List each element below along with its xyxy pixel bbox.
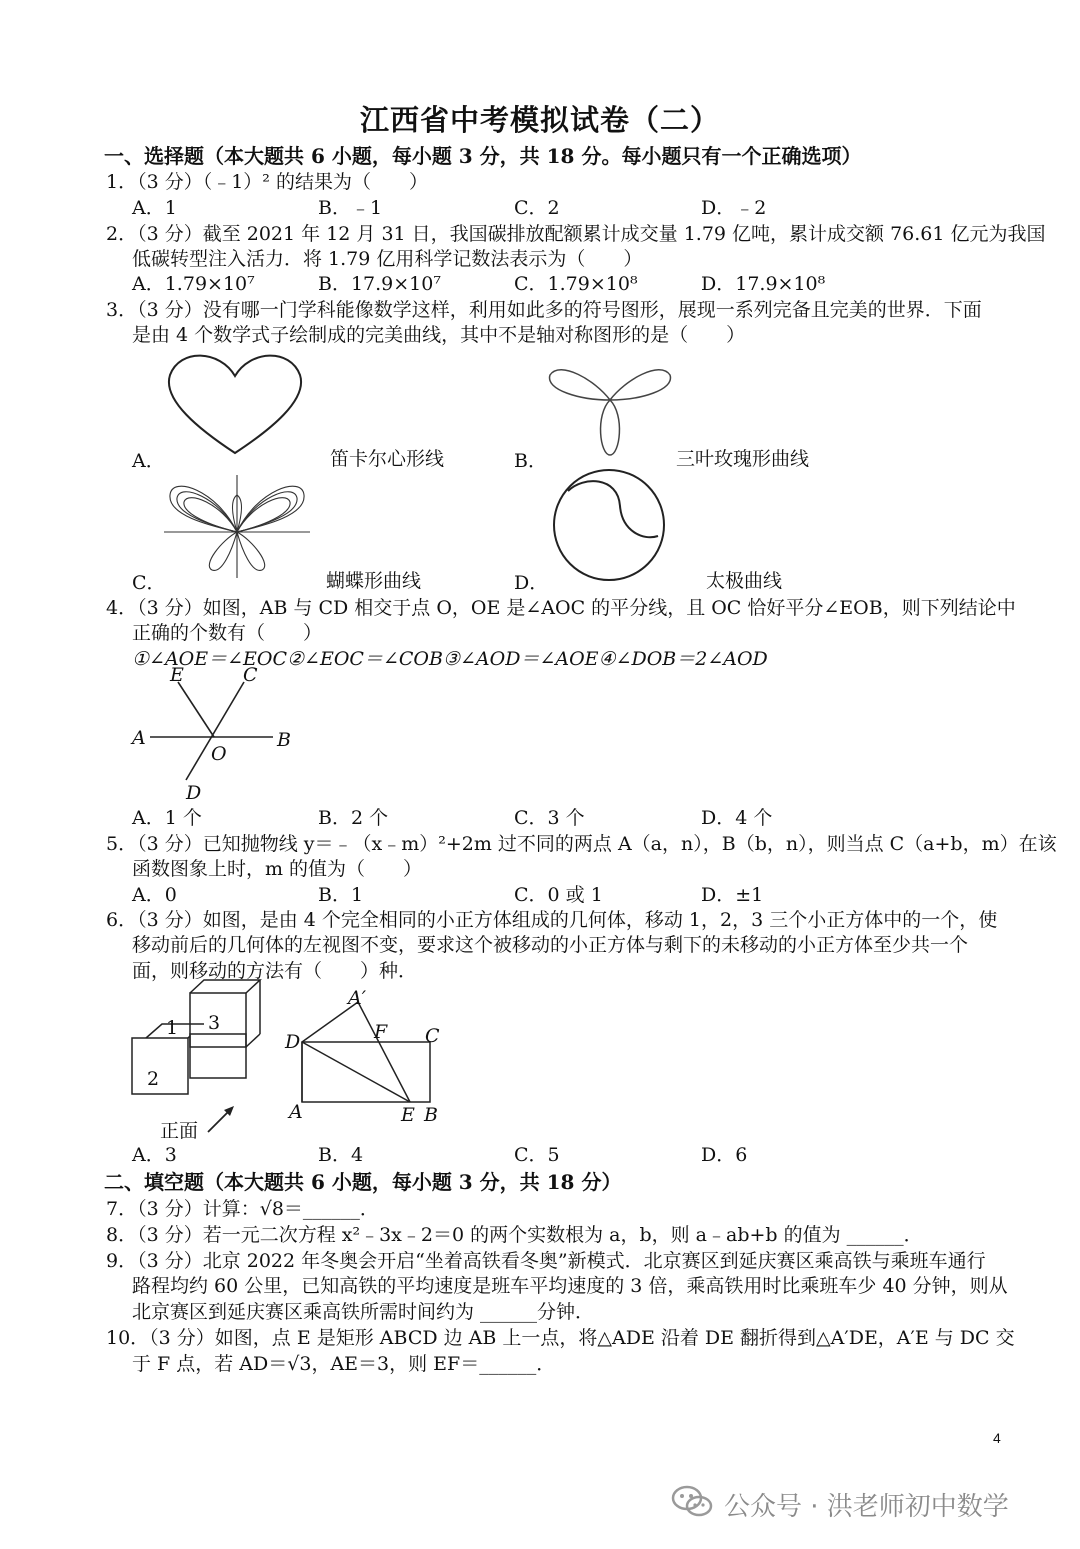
question-7: 7．（3 分）计算：√8＝______． bbox=[106, 1198, 379, 1220]
question-6-line-2: 移动前后的几何体的左视图不变，要求这个被移动的小正方体与剩下的未移动的小正方体至少共一个 bbox=[132, 934, 969, 956]
question-6-option-d: D．6 bbox=[701, 1144, 748, 1166]
front-view-label: 正面 bbox=[160, 1120, 199, 1142]
question-9-line-3: 北京赛区到延庆赛区乘高铁所需时间约为 ______分钟． bbox=[132, 1301, 595, 1323]
question-3-option-d: D． bbox=[514, 572, 549, 594]
point-a-prime-label: A′ bbox=[348, 987, 367, 1009]
taiji-figure bbox=[548, 466, 670, 584]
question-2-option-a: A．1.79×10⁷ bbox=[132, 273, 255, 295]
page-title: 江西省中考模拟试卷（二） bbox=[359, 103, 720, 137]
question-5-line-2: 函数图象上时，m 的值为（ ） bbox=[132, 858, 423, 880]
point-o-label: O bbox=[211, 743, 227, 765]
footer-account: 公众号 · 洪老师初中数学 bbox=[724, 1492, 1009, 1522]
question-3-line-2: 是由 4 个数学式子绘制成的完美曲线，其中不是轴对称图形的是（ ） bbox=[132, 324, 746, 346]
section-heading-choice: 一、选择题（本大题共 6 小题，每小题 3 分，共 18 分。每小题只有一个正确选项） bbox=[104, 144, 862, 168]
question-4-option-d: D．4 个 bbox=[701, 807, 773, 829]
question-4-line-3: ①∠AOE＝∠EOC②∠EOC＝∠COB③∠AOD＝∠AOE④∠DOB＝2∠AOD bbox=[132, 648, 768, 670]
butterfly-label: 蝴蝶形曲线 bbox=[326, 570, 422, 592]
question-8: 8．（3 分）若一元二次方程 x²﹣3x﹣2＝0 的两个实数根为 a，b，则 a﹣ab+b 的值为 ______． bbox=[106, 1224, 923, 1246]
question-3-option-b: B． bbox=[514, 450, 547, 472]
point-e-label: E bbox=[170, 664, 184, 686]
butterfly-figure bbox=[162, 470, 312, 580]
question-3-option-c: C． bbox=[132, 572, 166, 594]
question-5-option-b: B．1 bbox=[318, 884, 364, 906]
question-4-option-a: A．1 个 bbox=[132, 807, 202, 829]
question-3-option-a: A． bbox=[132, 450, 165, 472]
question-10-line-2: 于 F 点，若 AD＝√3，AE＝3，则 EF＝______． bbox=[132, 1353, 556, 1375]
question-5-option-d: D．±1 bbox=[701, 884, 764, 906]
question-6-line-1: 6．（3 分）如图，是由 4 个完全相同的小正方体组成的几何体，移动 1，2，3 三个小正方体中的一个，使 bbox=[106, 909, 998, 931]
point-a-rect-label: A bbox=[289, 1101, 303, 1123]
question-4-option-c: C．3 个 bbox=[514, 807, 585, 829]
question-1-option-b: B．﹣1 bbox=[318, 197, 383, 219]
question-4-line-2: 正确的个数有（ ） bbox=[132, 622, 323, 644]
point-d-rect-label: D bbox=[285, 1031, 301, 1053]
point-a-label: A bbox=[132, 727, 146, 749]
question-3-line-1: 3．（3 分）没有哪一门学科能像数学这样，利用如此多的符号图形，展现一系列完备且完美的世界．下面 bbox=[106, 299, 982, 321]
point-f-label: F bbox=[374, 1021, 388, 1043]
three-leaf-rose-label: 三叶玫瑰形曲线 bbox=[676, 448, 810, 470]
point-d-label: D bbox=[186, 782, 202, 804]
question-1-option-c: C．2 bbox=[514, 197, 560, 219]
cube-2-label: 2 bbox=[147, 1068, 160, 1090]
taiji-label: 太极曲线 bbox=[706, 570, 783, 592]
question-6-line-3: 面，则移动的方法有（ ）种． bbox=[132, 960, 418, 982]
question-2-line-2: 低碳转型注入活力．将 1.79 亿用科学记数法表示为（ ） bbox=[132, 248, 643, 270]
question-4-line-1: 4．（3 分）如图，AB 与 CD 相交于点 O，OE 是∠AOC 的平分线，且 OC 恰好平分∠EOB，则下列结论中 bbox=[106, 597, 1016, 619]
point-b-rect-label: B bbox=[424, 1104, 438, 1126]
question-2-option-d: D．17.9×10⁸ bbox=[701, 273, 826, 295]
question-9-line-2: 路程均约 60 公里，已知高铁的平均速度是班车平均速度的 3 倍，乘高铁用时比乘班车少 40 分钟，则从 bbox=[132, 1275, 1008, 1297]
question-2-option-b: B．17.9×10⁷ bbox=[318, 273, 441, 295]
question-1-stem: 1．（3 分）（﹣1）² 的结果为（ ） bbox=[106, 171, 428, 193]
cube-3-label: 3 bbox=[208, 1012, 221, 1034]
question-5-line-1: 5．（3 分）已知抛物线 y＝﹣（x﹣m）²+2m 过不同的两点 A（a，n），B（b，n），则当点 C（a+b，m）在该 bbox=[106, 833, 1057, 855]
point-e-rect-label: E bbox=[401, 1104, 415, 1126]
question-5-option-a: A．0 bbox=[132, 884, 177, 906]
question-6-option-a: A．3 bbox=[132, 1144, 177, 1166]
question-2-line-1: 2．（3 分）截至 2021 年 12 月 31 日，我国碳排放配额累计成交量 1.79 亿吨，累计成交额 76.61 亿元为我国 bbox=[106, 223, 1046, 245]
cardioid-figure bbox=[160, 340, 310, 460]
point-b-label: B bbox=[277, 729, 291, 751]
page-number: 4 bbox=[993, 1430, 1001, 1446]
question-1-option-d: D．﹣2 bbox=[701, 197, 767, 219]
question-2-option-c: C．1.79×10⁸ bbox=[514, 273, 638, 295]
question-1-option-a: A．1 bbox=[132, 197, 177, 219]
question-5-option-c: C．0 或 1 bbox=[514, 884, 603, 906]
point-c-label: C bbox=[243, 664, 258, 686]
front-arrow-icon bbox=[204, 1102, 240, 1136]
cardioid-label: 笛卡尔心形线 bbox=[330, 448, 445, 470]
question-9-line-1: 9．（3 分）北京 2022 年冬奥会开启“坐着高铁看冬奥”新模式．北京赛区到延庆赛区乘高铁与乘班车通行 bbox=[106, 1250, 986, 1272]
question-10-line-1: 10．（3 分）如图，点 E 是矩形 ABCD 边 AB 上一点，将△ADE 沿着 DE 翻折得到△A′DE，A′E 与 DC 交 bbox=[106, 1327, 1015, 1349]
section-heading-fill: 二、填空题（本大题共 6 小题，每小题 3 分，共 18 分） bbox=[104, 1170, 622, 1194]
question-4-option-b: B．2 个 bbox=[318, 807, 389, 829]
question-6-option-c: C．5 bbox=[514, 1144, 560, 1166]
cardioid-curve bbox=[169, 356, 301, 453]
three-leaf-rose-figure bbox=[540, 350, 680, 460]
wechat-icon bbox=[670, 1482, 714, 1522]
question-6-option-b: B．4 bbox=[318, 1144, 364, 1166]
point-c-rect-label: C bbox=[425, 1025, 440, 1047]
cube-1-label: 1 bbox=[166, 1017, 179, 1039]
